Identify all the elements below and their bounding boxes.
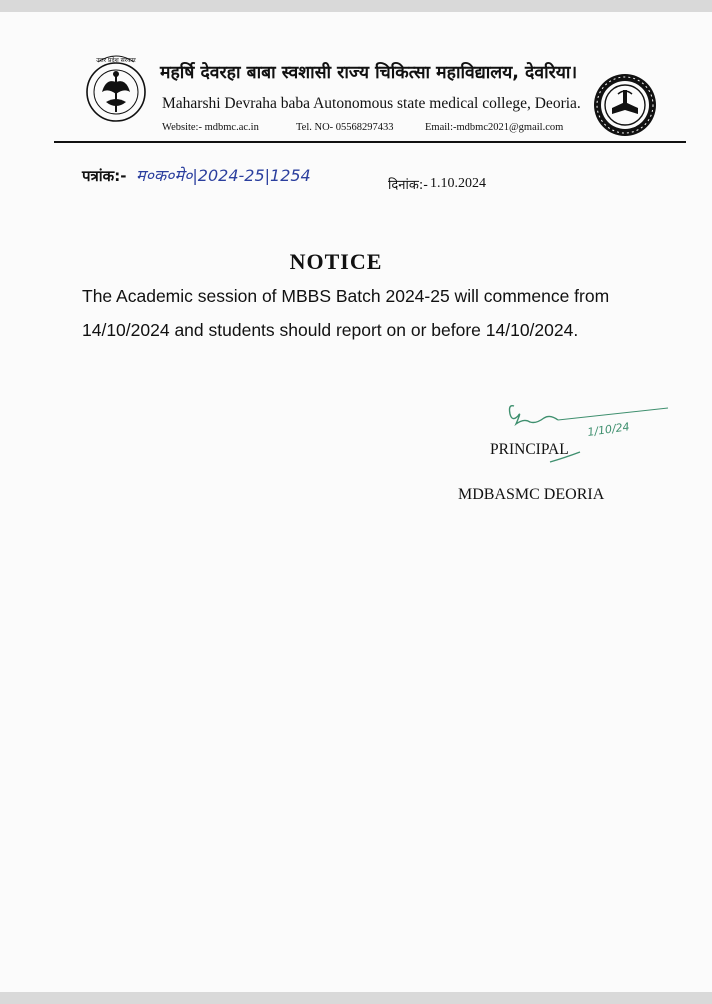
notice-body-line-2: 14/10/2024 and students should report on or before 14/10/2024. (82, 320, 579, 340)
college-name-hindi: महर्षि देवरहा बाबा स्वशासी राज्य चिकित्सा महाविद्यालय, देवरिया। (160, 63, 578, 83)
notice-heading: NOTICE (289, 249, 383, 274)
notice-body-line-1: The Academic session of MBBS Batch 2024-25 will commence from (82, 286, 610, 306)
document-page (0, 12, 712, 992)
principal-signature (488, 400, 678, 480)
reference-label: पत्रांक:- (82, 167, 127, 185)
header-divider (54, 141, 686, 143)
principal-designation: PRINCIPAL (490, 441, 569, 458)
college-name-english: Maharshi Devraha baba Autonomous state medical college, Deoria. (162, 95, 581, 112)
email-text: Email:-mdbmc2021@gmail.com (425, 122, 564, 133)
phone-text: Tel. NO- 05568297433 (296, 122, 394, 133)
institution-short-name: MDBASMC DEORIA (458, 486, 605, 503)
up-government-emblem-icon (84, 52, 148, 124)
signature-date: 1/10/24 (586, 420, 631, 439)
college-emblem-icon (592, 72, 658, 138)
date-value: 1.10.2024 (430, 176, 486, 191)
date-label: दिनांक:- (388, 178, 428, 193)
handwritten-reference-number: म०क०मे०|2024-25|1254 (136, 166, 311, 185)
emblem-text: उत्तर प्रदेश सरकार (96, 57, 136, 64)
website-text: Website:- mdbmc.ac.in (162, 122, 259, 133)
